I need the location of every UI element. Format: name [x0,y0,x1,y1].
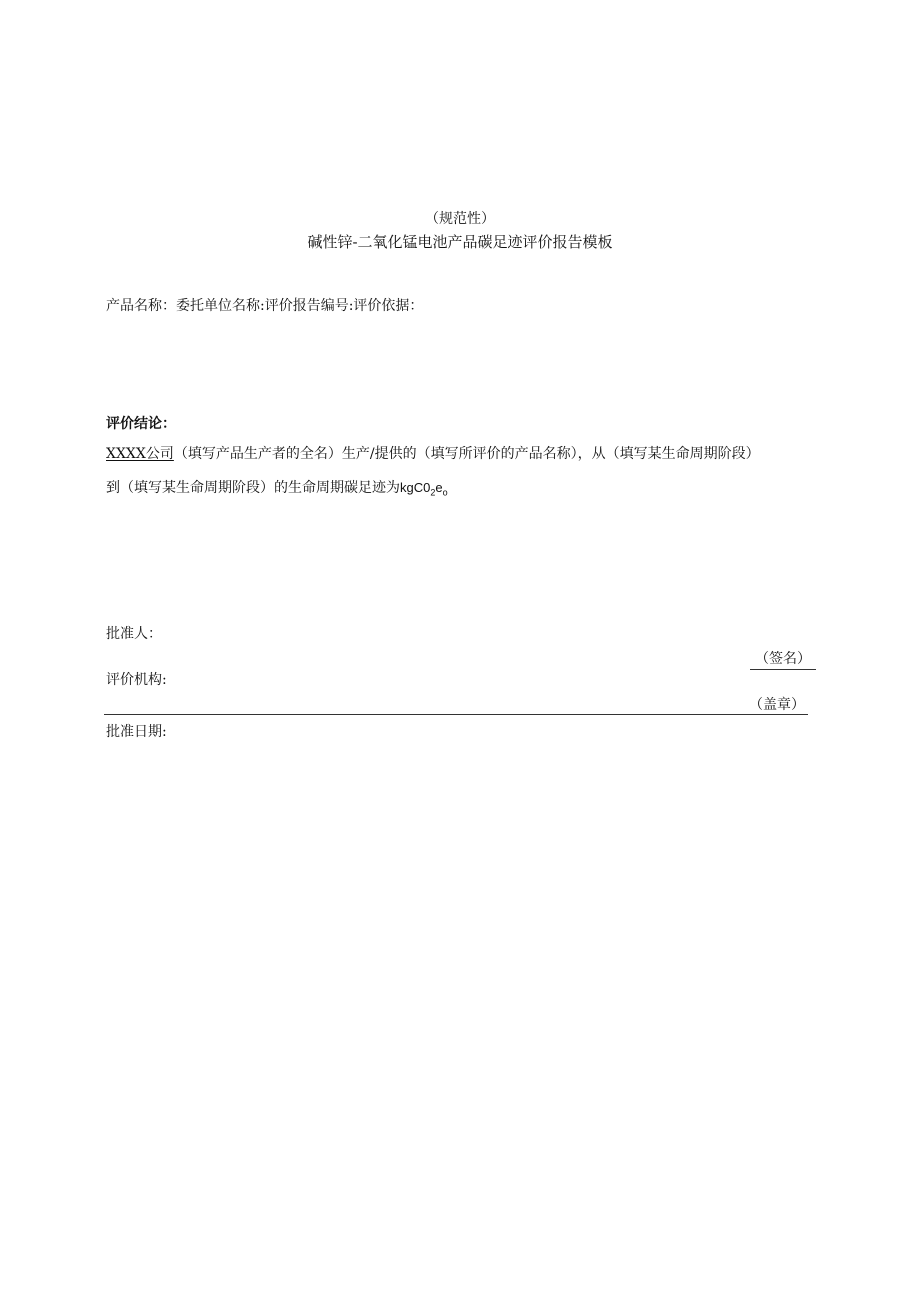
conclusion-line-1-text: （填写产品生产者的全名）生产/提供的（填写所评价的产品名称），从（填写某生命周期阶段） [173,446,760,462]
carbon-unit [400,480,448,498]
approver-label: 批准人： [106,626,162,642]
conclusion-line-1 [106,444,760,464]
signature-rule [104,714,808,715]
signature-note: （签名） [750,649,816,670]
carbon-unit-tail: e [435,480,443,495]
report-meta-line: 产品名称：委托单位名称:评价报告编号:评价依据： [106,298,424,314]
conclusion-line-2 [106,478,448,503]
line-end-mark: o [442,487,448,498]
document-title: 碱性锌-二氧化锰电池产品碳足迹评价报告模板 [307,233,613,251]
conclusion-line-2-text: 到（填写某生命周期阶段）的生命周期碳足迹为 [106,480,400,496]
approval-date-label: 批准日期: [106,724,167,740]
organization-label: 评价机构: [106,672,167,688]
title-note: （规范性） [425,211,495,227]
conclusion-heading: 评价结论： [106,416,176,432]
seal-note: （盖章） [749,697,805,713]
carbon-unit-subscript: 2 [430,487,436,498]
company-name-placeholder: XXXX公司 [106,446,174,462]
carbon-unit-main: kgC0 [400,480,431,495]
